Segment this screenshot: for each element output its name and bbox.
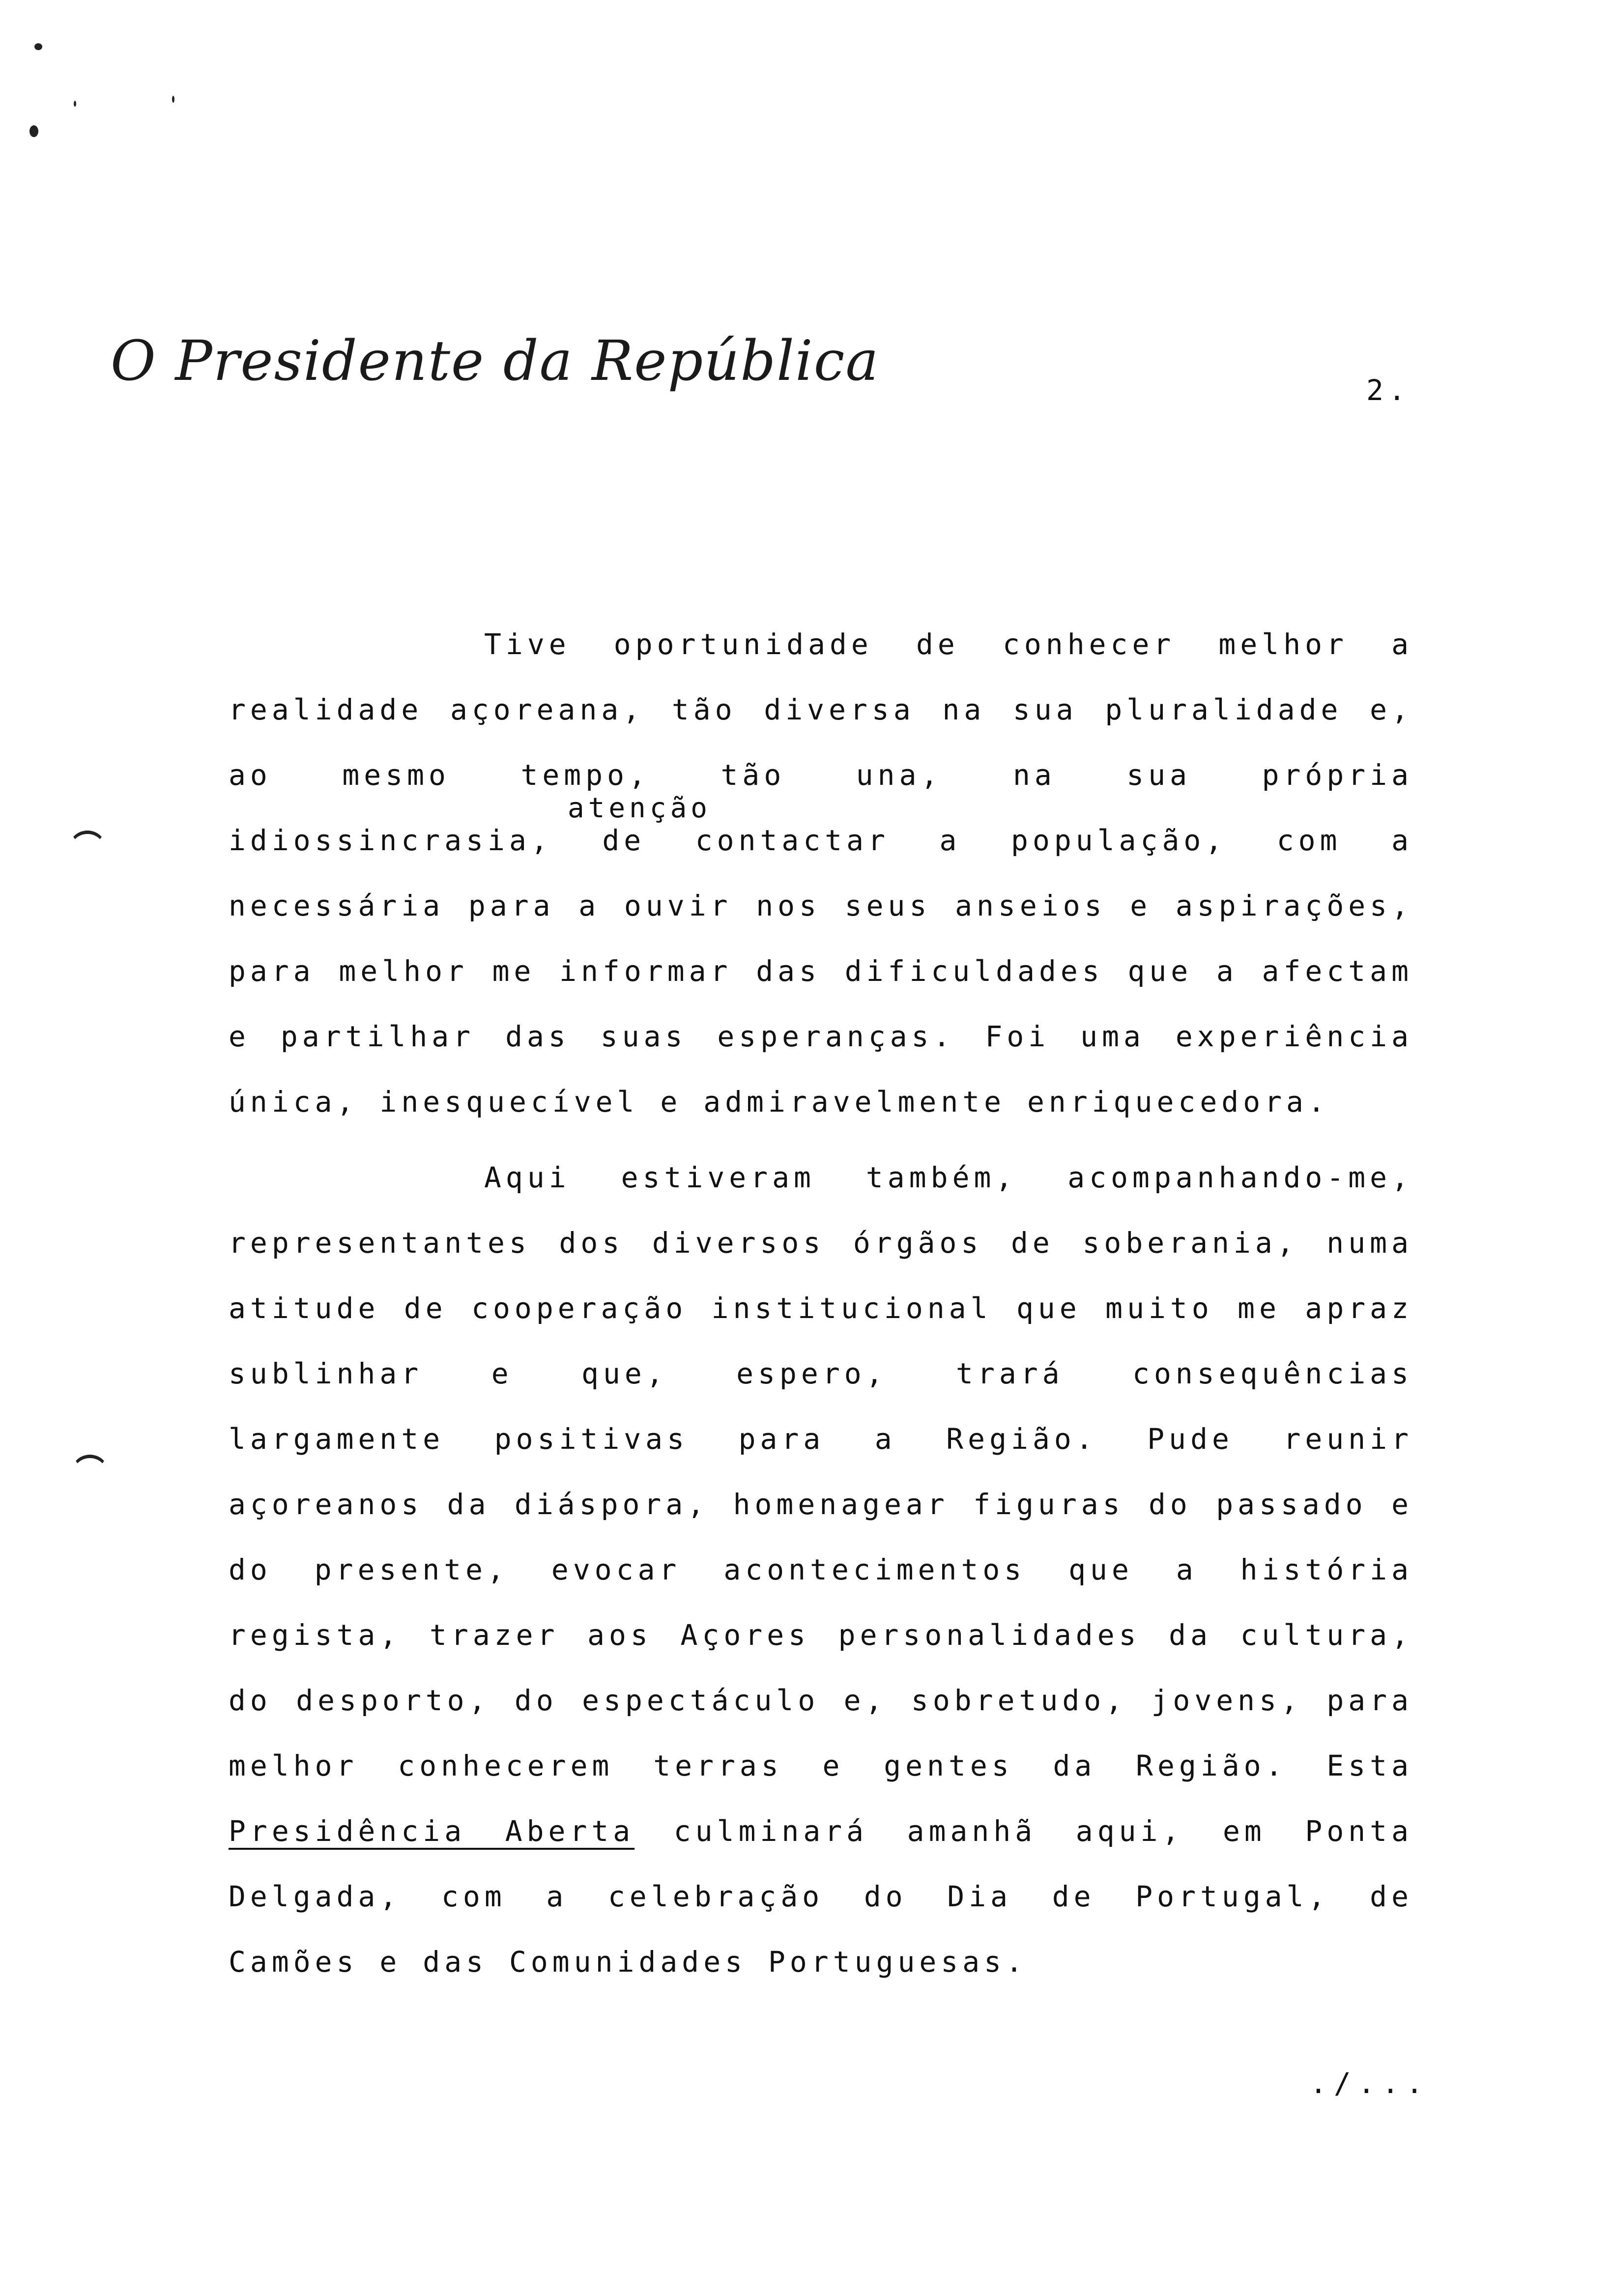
punch-hole-mark xyxy=(69,831,106,866)
page-number: 2. xyxy=(1366,373,1410,407)
underlined-phrase: Presidência Aberta xyxy=(229,1814,635,1848)
punch-hole-mark xyxy=(71,1455,109,1491)
paragraph-2-text: Aqui estiveram também, acompanhando-me, representantes dos diversos órgãos de soberania, numa atitude de cooperação institucional que muito me apraz sublinhar e que, espero, trará consequências largamente positivas para a Região. Pude reunir açoreanos da diáspora, homenagear figuras do passado e do presente, evocar acontecimentos que a história regista, trazer aos Açores personalidades da cultura, do desporto, do espectáculo e, sobretudo, jovens, para melhor conhecerem terras e gentes da Região. Esta xyxy=(229,1161,1413,1782)
paragraph-1: Tive oportunidade de conhecer melhor a realidade açoreana, tão diversa na sua pluralidade e, ao mesmo tempo, tão una, na sua própria idiossincrasia, de contactar a população, com a necessária para a ouvir nos seus anseios e aspirações, para melhor me informar das dificuldades que a afectam e partilhar das suas esperanças. Foi uma experiência única, inesquecível e admiravelmente enriquecedora. xyxy=(229,628,1413,1119)
handwritten-insertion: atenção xyxy=(568,792,712,824)
paragraph-2 xyxy=(229,1145,1413,1995)
scan-speck xyxy=(172,96,174,103)
letterhead: O Presidente da República xyxy=(111,329,880,393)
continuation-mark: ./... xyxy=(1310,2066,1430,2100)
scan-speck xyxy=(34,43,42,50)
paragraph-2-text-end: culminará amanhã aqui, em Ponta Delgada, com a celebração do Dia de Portugal, de Camões e das Comunidades Portuguesas. xyxy=(229,1814,1413,1979)
scan-speck xyxy=(29,125,38,137)
scan-speck xyxy=(74,101,76,107)
